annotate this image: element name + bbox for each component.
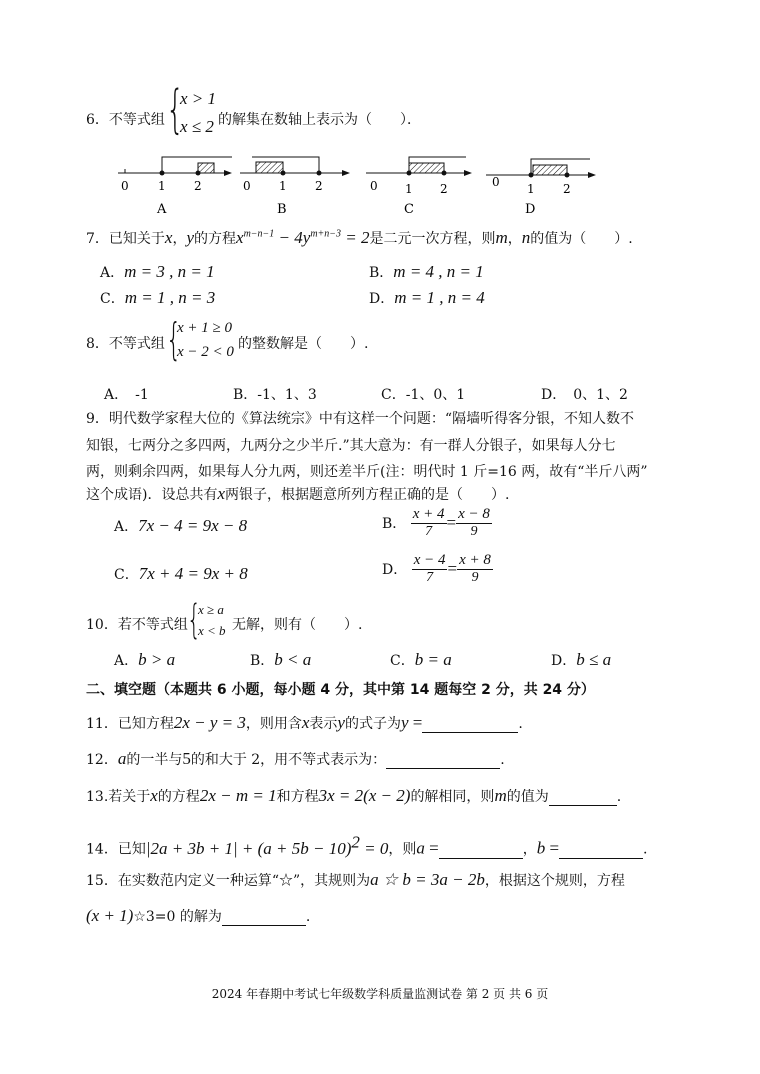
option-d-tick-0: 0 [492, 175, 500, 189]
option-d-number-line[interactable] [486, 159, 596, 217]
q8-option-d[interactable]: D． 0、1、2 [541, 387, 628, 403]
q8-number: 8．不等式组 [86, 336, 165, 352]
q10-option-c[interactable]: C．b = a [390, 650, 452, 669]
q10-system-line1: x ≥ a [198, 602, 224, 617]
option-b-tick-1: 1 [279, 179, 287, 193]
q9-line-1: 9．明代数学家程大位的《算法统宗》中有这样一个问题：“隔墙听得客分银，不知人数不 [86, 411, 635, 427]
option-b-number-line[interactable] [240, 157, 350, 217]
option-d-tick-1: 1 [527, 182, 535, 196]
q6-number: 6．不等式组 [86, 112, 165, 128]
question-12: 12．a的一半与5的和大于 2，用不等式表示为： . [86, 749, 505, 768]
q15-answer-blank[interactable] [222, 909, 306, 926]
q10-option-b[interactable]: B．b < a [250, 650, 312, 669]
option-c-tick-0: 0 [370, 179, 378, 193]
option-c-tick-2: 2 [440, 182, 448, 196]
q9-line-3: 两，则剩余四两，如果每人分九两，则还差半斤(注：明代时 1 斤=16 两，故有“半斤八两” [86, 464, 648, 480]
option-d-tick-2: 2 [563, 182, 571, 196]
question-15-line-1: 15．在实数范内定义一种运算“☆”，其规则为a ☆ b = 3a − 2b，根据这个规则，方程 [86, 870, 625, 889]
option-a-tick-0: 0 [121, 179, 129, 193]
q6-brace: { [166, 80, 185, 140]
question-14: 14．已知$|2a + 3b + 1| + (a + 5b - 10)^2 = 0$，则a = ，b = . [86, 832, 648, 858]
option-a-tick-1: 1 [158, 179, 166, 193]
q10-question-text: 无解，则有（ ）. [232, 617, 363, 633]
page-footer: 2024 年春期中考试七年级数学科质量监测试卷 第 2 页 共 6 页 [211, 987, 549, 1001]
q6-number-line-figures [0, 145, 760, 220]
q9-option-b[interactable]: B． $\frac{x + 4}{7}$ = $\frac{x - 8}{9}$ [382, 506, 490, 539]
option-b-tick-0: 0 [243, 179, 251, 193]
q13-equation-2: 3x = 2(x − 2) [318, 786, 411, 805]
option-a-tick-2: 2 [194, 179, 202, 193]
q7-stem: 7．已知关于x，y的方程$x^{m-n-1} - 4y^{m+n-3} = 2$是二元一次方程，则m，n的值为（ ）. [86, 228, 633, 247]
question-15-line-2: (x + 1)☆3=0 的解为 . [86, 906, 311, 925]
q10-brace: { [187, 597, 201, 643]
q9-option-d[interactable]: D． $\frac{x - 4}{7}$ = $\frac{x + 8}{9}$ [382, 552, 491, 585]
q10-option-a[interactable]: A．b > a [114, 650, 176, 669]
q9-line-2: 知银，七两分之多四两，九两分之少半斤.”其大意为：有一群人分银子，如果每人分七 [86, 438, 616, 454]
q8-question-text: 的整数解是（ ）. [238, 336, 369, 352]
q8-option-b[interactable]: B．-1、1、3 [233, 387, 317, 403]
option-a-letter: A [157, 202, 167, 217]
q8-option-c[interactable]: C．-1、0、1 [381, 387, 466, 403]
q13-equation-1: 2x − m = 1 [199, 786, 277, 805]
section-heading-fill-in: 二、填空题（本题共 6 小题，每小题 4 分，其中第 14 题每空 2 分，共 24 分） [86, 682, 595, 698]
option-a-number-line[interactable] [118, 157, 232, 217]
q13-answer-blank[interactable] [549, 789, 617, 806]
q7-option-c[interactable]: C．m = 1 , n = 3 [100, 288, 216, 307]
q6-system-line2: x ≤ 2 [180, 117, 214, 136]
question-13: 13.若关于x的方程2x − m = 1和方程3x = 2(x − 2)的解相同，则m的值为 . [86, 786, 622, 805]
q6-question-text: 的解集在数轴上表示为（ ）． [218, 112, 421, 128]
q14-answer-blank-b[interactable] [559, 842, 643, 859]
option-b-letter: B [277, 202, 287, 217]
option-c-number-line[interactable] [366, 157, 472, 217]
q14-expression: $|2a + 3b + 1| + (a + 5b - 10)^2 = 0$ [145, 832, 389, 858]
q9-line-4: 这个成语)．设总共有x两银子，根据题意所列方程正确的是（ ）. [86, 484, 510, 503]
q8-system-line2: x − 2 < 0 [177, 344, 234, 360]
q8-brace: { [166, 314, 182, 365]
q8-option-a[interactable]: A． -1 [104, 387, 149, 403]
q10-system-line2: x < b [198, 623, 226, 638]
q15-rule: a ☆ b = 3a − 2b [370, 870, 485, 889]
q7-option-b[interactable]: B．m = 4 , n = 1 [369, 262, 484, 281]
q10-number: 10．若不等式组 [86, 617, 188, 633]
q10-option-d[interactable]: D．b ≤ a [551, 650, 612, 669]
q11-equation: 2x − y = 3 [173, 713, 246, 732]
question-11: 11．已知方程2x − y = 3，则用含x表示y的式子为y = . [86, 713, 523, 732]
q9-option-c[interactable]: C．7x + 4 = 9x + 8 [114, 564, 248, 583]
q8-system-line1: x + 1 ≥ 0 [177, 320, 233, 336]
q12-answer-blank[interactable] [386, 752, 500, 769]
q6-system-line1: x > 1 [180, 89, 217, 108]
option-d-letter: D [525, 202, 536, 217]
option-b-tick-2: 2 [315, 179, 323, 193]
q9-option-a[interactable]: A．7x − 4 = 9x − 8 [114, 516, 248, 535]
option-c-letter: C [404, 202, 414, 217]
q7-equation: $x^{m-n-1} - 4y^{m+n-3} = 2$ [236, 228, 370, 247]
option-c-tick-1: 1 [405, 182, 413, 196]
q7-option-a[interactable]: A．m = 3 , n = 1 [100, 262, 215, 281]
q7-option-d[interactable]: D．m = 1 , n = 4 [369, 288, 485, 307]
q11-answer-blank[interactable] [422, 716, 518, 733]
q14-answer-blank-a[interactable] [439, 842, 523, 859]
